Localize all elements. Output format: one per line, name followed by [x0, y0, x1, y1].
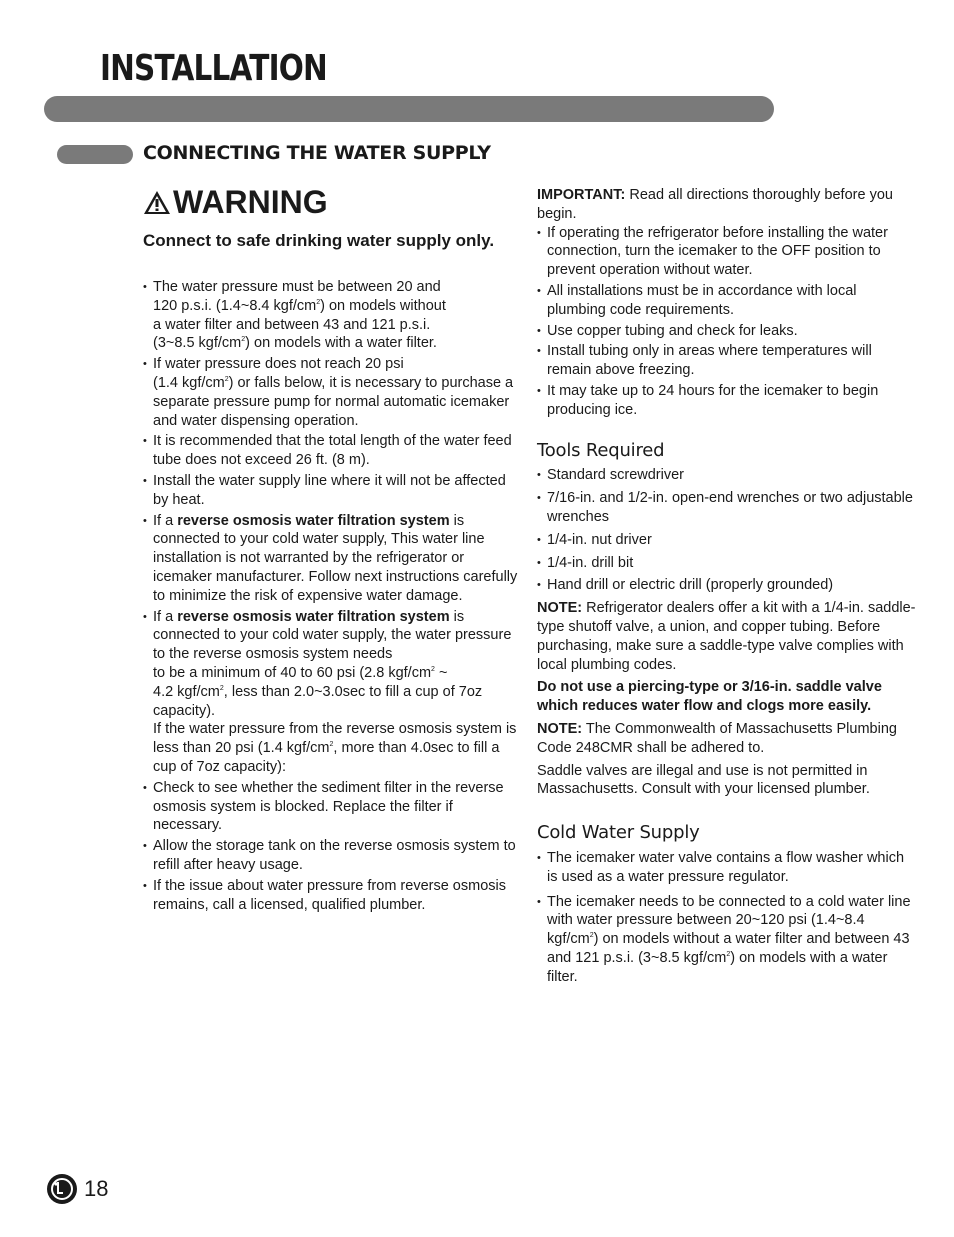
cold-water-heading: Cold Water Supply — [537, 822, 700, 844]
page-footer — [46, 1173, 108, 1205]
list-item: • Use copper tubing and check for leaks. — [537, 322, 917, 341]
saddle-valve-note: Saddle valves are illegal and use is not permitted in Massachusetts. Consult with your licensed plumber. — [537, 762, 870, 798]
list-item: • Hand drill or electric drill (properly grounded) — [537, 576, 917, 595]
list-item: • The icemaker water valve contains a flow washer which is used as a water pressure regulator. — [537, 849, 917, 887]
list-item: • If operating the refrigerator before installing the water connection, turn the icemaker to the OFF position to prevent operation without water. — [537, 224, 917, 280]
cold-water-list — [537, 849, 917, 987]
important-paragraph: IMPORTANT: Read all directions thoroughly before you begin. — [537, 187, 893, 222]
list-item: • 1/4-in. nut driver — [537, 531, 917, 550]
list-item: • Install the water supply line where it will not be affected by heat. — [143, 472, 518, 510]
note-kit: NOTE: Refrigerator dealers offer a kit with a 1/4-in. saddle-type shutoff valve, a union, and copper tubing. Before purchasing, make sure a saddle-type valve complies with local plumbing codes. — [537, 600, 916, 673]
page-number: 18 — [84, 1176, 109, 1201]
tools-heading: Tools Required — [537, 439, 665, 461]
section-title: CONNECTING THE WATER SUPPLY — [143, 142, 491, 164]
warning-heading-text: WARNING — [173, 184, 328, 220]
list-item: • Standard screwdriver — [537, 466, 917, 485]
list-item: • 1/4-in. drill bit — [537, 554, 917, 573]
list-item: • Allow the storage tank on the reverse osmosis system to refill after heavy usage. — [143, 837, 518, 875]
saddle-valve-warning: Do not use a piercing-type or 3/16-in. saddle valve which reduces water flow and clogs more easily. — [537, 679, 882, 715]
list-item: • If a reverse osmosis water filtration system is connected to your cold water supply, This water line installation is not warranted by the refrigerator or icemaker manufacturer. Follow next instructions carefully to minimize the risk of expensive water damage. — [143, 512, 518, 606]
list-item: • It may take up to 24 hours for the icemaker to begin producing ice. — [537, 382, 917, 420]
list-item: • Check to see whether the sediment filter in the reverse osmosis system is blocked. Replace the filter if necessary. — [143, 779, 518, 835]
section-pill — [57, 145, 133, 164]
list-item: • The water pressure must be between 20 and 120 p.s.i. (1.4~8.4 kgf/$cm^2$) on models without a water filter and between 43 and 121 p.s.i. (3~8.5 kgf/$cm^2$) on models with a water filter. — [143, 278, 518, 353]
list-item: • The icemaker needs to be connected to a cold water line with water pressure between 20~120 psi (1.4~8.4 kgf/$cm^2$) on models without a water filter and between 43 and 121 p.s.i. (3~8.5 kgf/$cm^2$) on models with a water filter. — [537, 893, 917, 987]
list-item: • Install tubing only in areas where temperatures will remain above freezing. — [537, 342, 917, 380]
list-item: • It is recommended that the total length of the water feed tube does not exceed 26 ft. (8 m). — [143, 432, 518, 470]
important-list — [537, 224, 917, 420]
header-bar — [44, 96, 774, 122]
warning-heading — [143, 184, 328, 221]
page-title: INSTALLATION — [100, 48, 327, 89]
note-massachusetts: NOTE: The Commonwealth of Massachusetts Plumbing Code 248CMR shall be adhered to. — [537, 720, 897, 756]
left-column — [143, 278, 518, 916]
list-item: • All installations must be in accordance with local plumbing code requirements. — [537, 282, 917, 320]
right-column — [537, 186, 917, 988]
list-item: • 7/16-in. and 1/2-in. open-end wrenches or two adjustable wrenches — [537, 489, 917, 527]
list-item: • If water pressure does not reach 20 psi (1.4 kgf/$cm^2$) or falls below, it is necessary to purchase a separate pressure pump for normal automatic icemaker and water dispensing operation. — [143, 355, 518, 430]
warning-triangle-icon — [143, 190, 171, 215]
list-item: • If a reverse osmosis water filtration system is connected to your cold water supply, the water pressure to the reverse osmosis system needs to be a minimum of 40 to 60 psi (2.8 kgf/$cm^2$ ~ 4.2 kgf/$cm^2$, less than 2.0~3.0sec to fill a cup of 7oz capacity). If the water pressure from the reverse osmosis system is less than 20 psi (1.4 kgf/$cm^2$, more than 4.0sec to fill a cup of 7oz capacity): — [143, 608, 518, 777]
list-item: • If the issue about water pressure from reverse osmosis remains, call a licensed, qualified plumber. — [143, 877, 518, 915]
warning-subheading: Connect to safe drinking water supply only. — [143, 231, 495, 250]
lg-logo-icon — [46, 1173, 78, 1205]
tools-list — [537, 466, 917, 595]
